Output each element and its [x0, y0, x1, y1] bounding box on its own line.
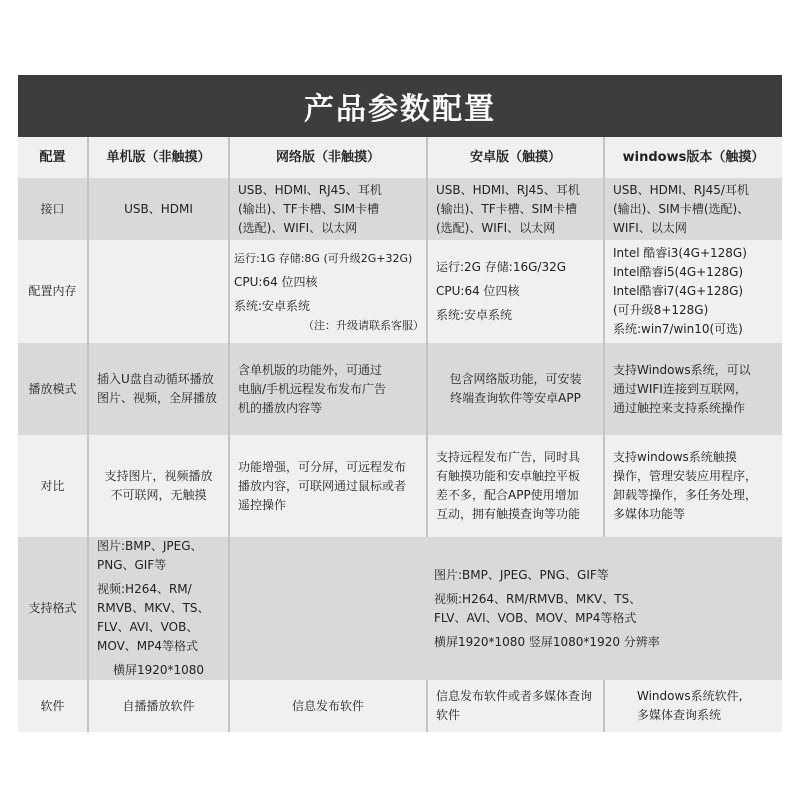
cell-line: 视频:H264、RM/ [97, 582, 192, 596]
cell-line: 卸载等操作，多任务处理， [613, 488, 758, 502]
row-label: 接口 [18, 178, 88, 240]
cell-line: 系统:win7/win10(可选) [613, 322, 743, 336]
cell-line: 不可联网，无触摸 [110, 488, 207, 502]
cell-line: 遥控操作 [238, 497, 287, 512]
cell [604, 435, 782, 537]
header-windows: windows版本（触摸） [604, 137, 782, 178]
header-network: 网络版（非触摸） [229, 137, 427, 178]
header-standalone: 单机版（非触摸） [88, 137, 229, 178]
cell-line: CPU:64 位四核 [436, 284, 520, 298]
cell [88, 343, 229, 435]
cell-line: CPU:64 位四核 [234, 274, 318, 289]
cell-line: 运行:2G 存储:16G/32G [436, 260, 567, 274]
cell [427, 343, 604, 435]
cell-line: 支持Windows系统，可以 [613, 362, 751, 377]
cell-line: 操作，管理安装应用程序， [613, 469, 758, 483]
table-row [18, 343, 782, 435]
table-row [18, 178, 782, 240]
merged-cell [229, 537, 782, 680]
header-android: 安卓版（触摸） [427, 137, 604, 178]
cell [604, 240, 782, 343]
cell: USB、HDMI [88, 178, 229, 240]
cell-line: 图片、视频，全屏播放 [97, 391, 218, 405]
cell-line: 运行:1G 存储:8G (可升级2G+32G) [234, 251, 413, 265]
upgrade-note: （注：升级请联系客服） [303, 318, 424, 332]
spec-table [18, 137, 782, 732]
cell-line: 终端查询软件等安卓APP [450, 391, 581, 405]
page-title: 产品参数配置 [18, 75, 782, 137]
cell [427, 435, 604, 537]
cell-line: USB、HDMI、RJ45、耳机 [436, 182, 580, 197]
table-row [18, 680, 782, 732]
row-label: 支持格式 [18, 537, 88, 680]
cell [88, 435, 229, 537]
cell-line: 系统:安卓系统 [436, 308, 513, 322]
cell-line: FLV、AVI、VOB、 [97, 620, 199, 634]
cell-line: Windows系统软件, [637, 689, 743, 703]
cell-line: Intel 酷睿i3(4G+128G) [613, 246, 747, 260]
header-config: 配置 [18, 137, 88, 178]
cell-line: 播放内容，可联网通过鼠标或者 [238, 478, 407, 493]
cell-line: 插入U盘自动循环播放 [97, 372, 214, 386]
cell-line: 多媒体功能等 [613, 507, 686, 521]
cell-line: Intel酷睿i5(4G+128G) [613, 265, 744, 279]
cell-line: 横屏1920*1080 竖屏1080*1920 分辨率 [434, 634, 660, 649]
cell-line: 包含网络版功能，可安装 [449, 372, 582, 386]
cell-line: 支持远程发布广告，同时具 [436, 450, 581, 464]
cell-line: RMVB、MKV、TS、 [97, 601, 210, 615]
cell [604, 178, 782, 240]
cell-line: WIFI、以太网 [613, 220, 687, 235]
cell-line: 通过触控来支持系统操作 [613, 400, 746, 415]
header-row [18, 137, 782, 178]
cell-line: (选配)、WIFI、以太网 [238, 220, 358, 235]
cell-line: (可升级8+128G) [613, 303, 709, 317]
cell-line: 通过WIFI连接到互联网， [613, 381, 747, 396]
cell-line: 机的播放内容等 [238, 400, 323, 415]
cell-line: 支持图片，视频播放 [104, 469, 213, 483]
cell [427, 178, 604, 240]
cell-line: 差不多，配合APP使用增加 [436, 488, 579, 502]
cell-line: FLV、AVI、VOB、MOV、MP4等格式 [434, 610, 637, 625]
cell-line: 系统:安卓系统 [234, 298, 311, 313]
cell [229, 435, 427, 537]
row-label: 配置内存 [18, 240, 88, 343]
cell-line: PNG、GIF等 [97, 558, 167, 572]
cell [229, 343, 427, 435]
row-label: 播放模式 [18, 343, 88, 435]
cell-line: 图片:BMP、JPEG、 [97, 539, 203, 553]
cell-line: Intel酷睿i7(4G+128G) [613, 284, 744, 298]
cell-line: 图片:BMP、JPEG、PNG、GIF等 [434, 567, 609, 582]
cell: 自播播放软件 [88, 680, 229, 732]
cell-line: 互动，拥有触摸查询等功能 [436, 507, 581, 521]
cell-line: (选配)、WIFI、以太网 [436, 220, 556, 235]
cell-line: 电脑/手机远程发布发布广告 [238, 381, 387, 396]
cell [88, 537, 229, 680]
cell-line: (输出)、TF卡槽、SIM卡槽 [436, 201, 578, 216]
cell-line: MOV、MP4等格式 [97, 639, 199, 653]
cell [427, 240, 604, 343]
cell [604, 680, 782, 732]
cell-line: 视频:H264、RM/RMVB、MKV、TS、 [434, 591, 642, 606]
cell [427, 680, 604, 732]
row-label: 软件 [18, 680, 88, 732]
cell-line: 多媒体查询系统 [637, 708, 722, 722]
cell [88, 240, 229, 343]
cell-line: 含单机版的功能外，可通过 [238, 362, 383, 377]
cell-line: (输出)、SIM卡槽(选配)、 [613, 201, 750, 216]
cell-line: 有触摸功能和安卓触控平板 [436, 469, 581, 483]
cell-line: 软件 [436, 708, 461, 722]
cell-line: 支持windows系统触摸 [613, 450, 737, 464]
row-label: 对比 [18, 435, 88, 537]
table-row [18, 240, 782, 343]
cell [229, 178, 427, 240]
cell [229, 240, 427, 343]
cell [604, 343, 782, 435]
cell-line: 横屏1920*1080 [112, 663, 205, 677]
table-row [18, 435, 782, 537]
cell: 信息发布软件 [229, 680, 427, 732]
cell-line: 信息发布软件或者多媒体查询 [436, 689, 593, 703]
cell-line: USB、HDMI、RJ45/耳机 [613, 182, 749, 197]
cell-line: 功能增强，可分屏，可远程发布 [238, 459, 407, 474]
cell-line: USB、HDMI、RJ45、耳机 [238, 182, 382, 197]
cell-line: (输出)、TF卡槽、SIM卡槽 [238, 201, 380, 216]
table-row [18, 537, 782, 680]
